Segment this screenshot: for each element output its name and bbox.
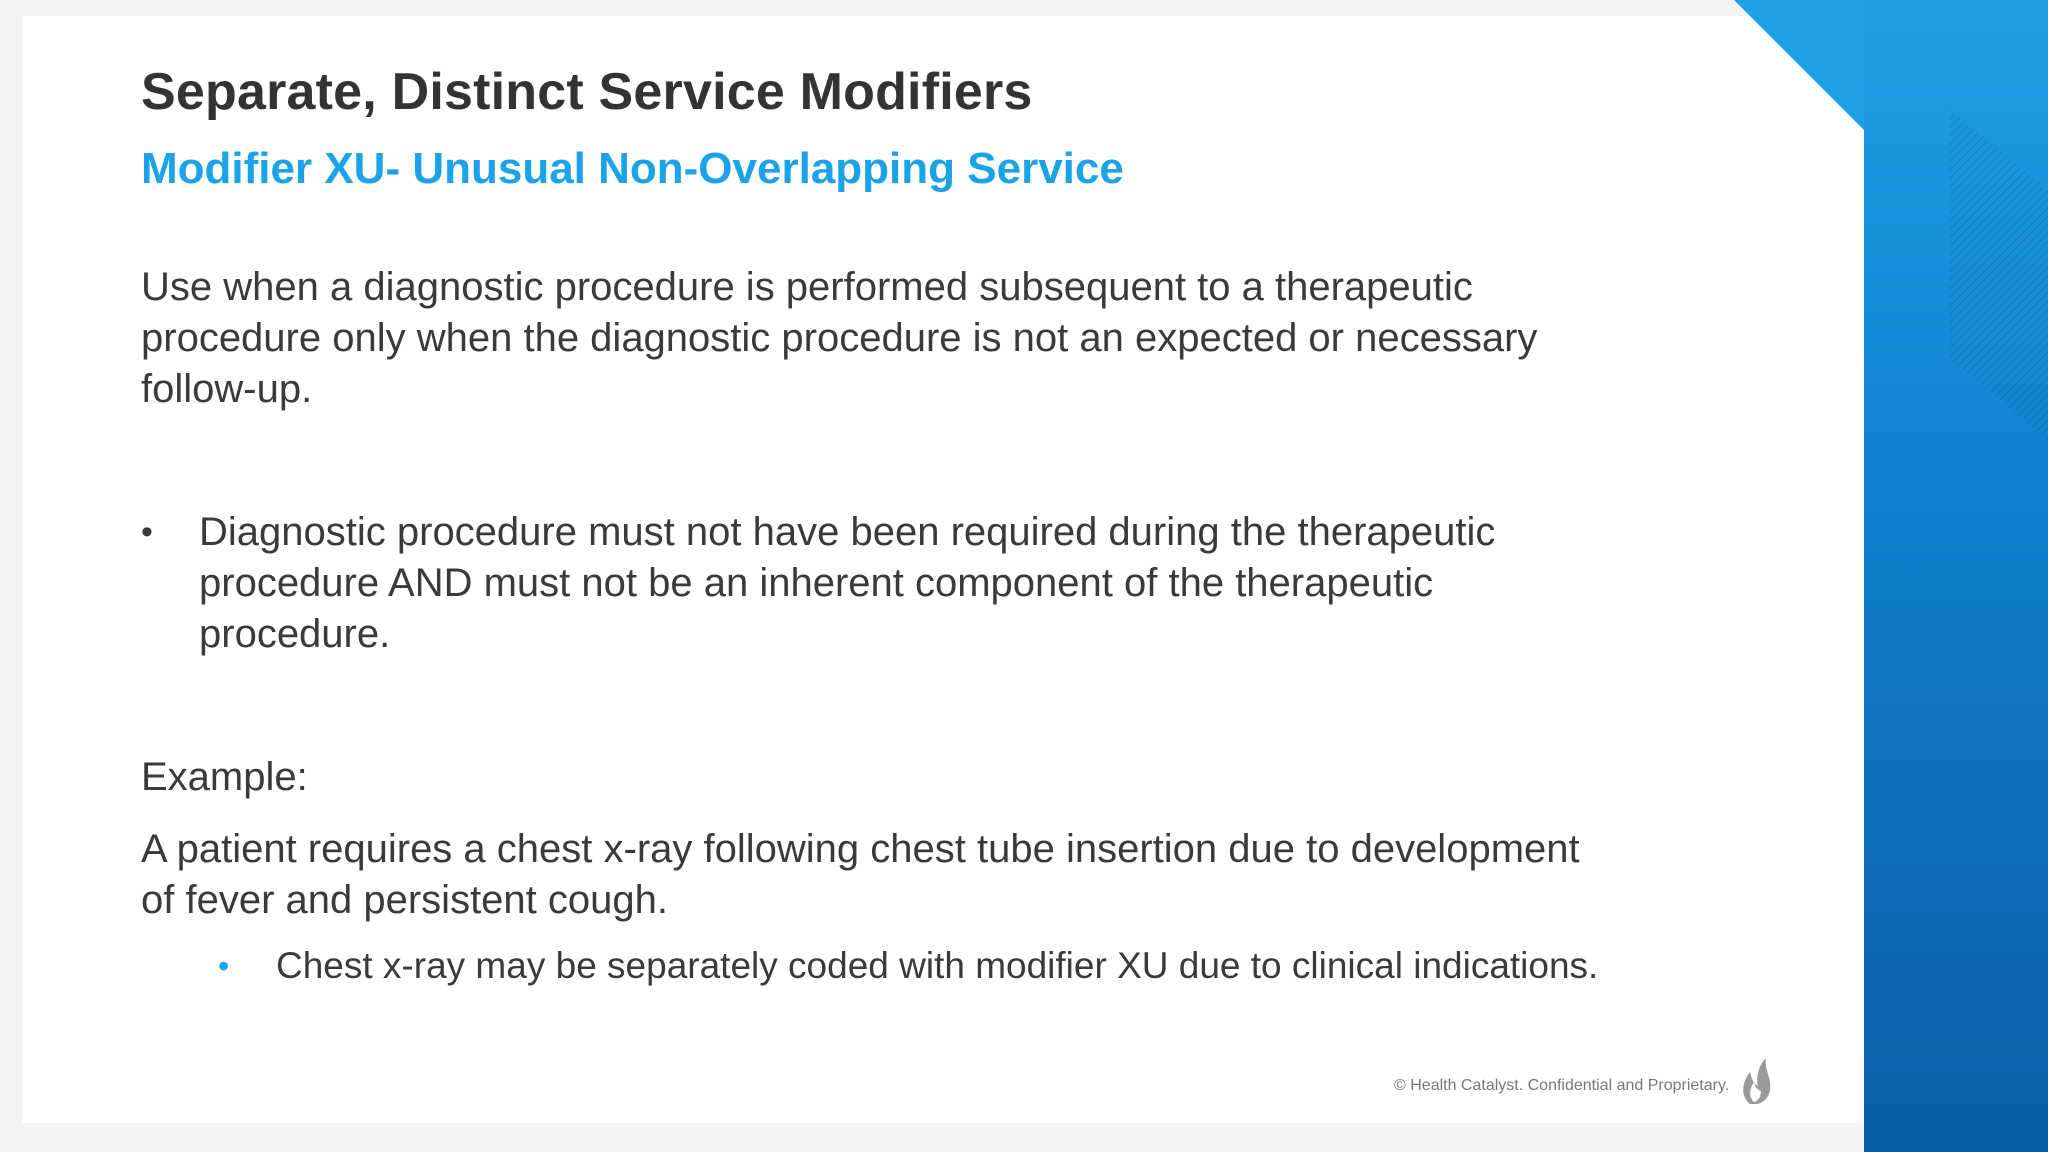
sub-bullet-marker: • [218, 948, 230, 984]
example-label: Example: [141, 755, 308, 799]
bullet-line-1: Diagnostic procedure must not have been required during the therapeutic [199, 510, 1496, 554]
example-line-1: A patient requires a chest x-ray following chest tube insertion due to development [141, 827, 1580, 871]
corner-triangle-decoration [1734, 0, 1864, 130]
intro-paragraph [141, 262, 1537, 415]
intro-line-1: Use when a diagnostic procedure is performed subsequent to a therapeutic [141, 265, 1473, 309]
bullet-item [141, 507, 1495, 660]
flame-logo-icon [1736, 1056, 1776, 1106]
bullet-line-2: procedure AND must not be an inherent component of the therapeutic [199, 561, 1434, 605]
sub-bullet-item [218, 940, 1598, 992]
footer-copyright: © Health Catalyst. Confidential and Proprietary. [1394, 1077, 1730, 1094]
intro-line-3: follow-up. [141, 367, 313, 411]
bullet-text [199, 507, 1495, 660]
slide-title: Separate, Distinct Service Modifiers [141, 63, 1033, 121]
intro-line-2: procedure only when the diagnostic procedure is not an expected or necessary [141, 316, 1538, 360]
bullet-marker: • [141, 513, 153, 551]
bullet-line-3: procedure. [199, 612, 391, 656]
sub-bullet-text: Chest x-ray may be separately coded with modifier XU due to clinical indications. [276, 945, 1599, 986]
example-paragraph [141, 824, 1580, 926]
hatch-pattern-decoration [1950, 110, 2048, 440]
slide-subtitle: Modifier XU- Unusual Non-Overlapping Service [141, 144, 1124, 193]
example-line-2: of fever and persistent cough. [141, 878, 668, 922]
